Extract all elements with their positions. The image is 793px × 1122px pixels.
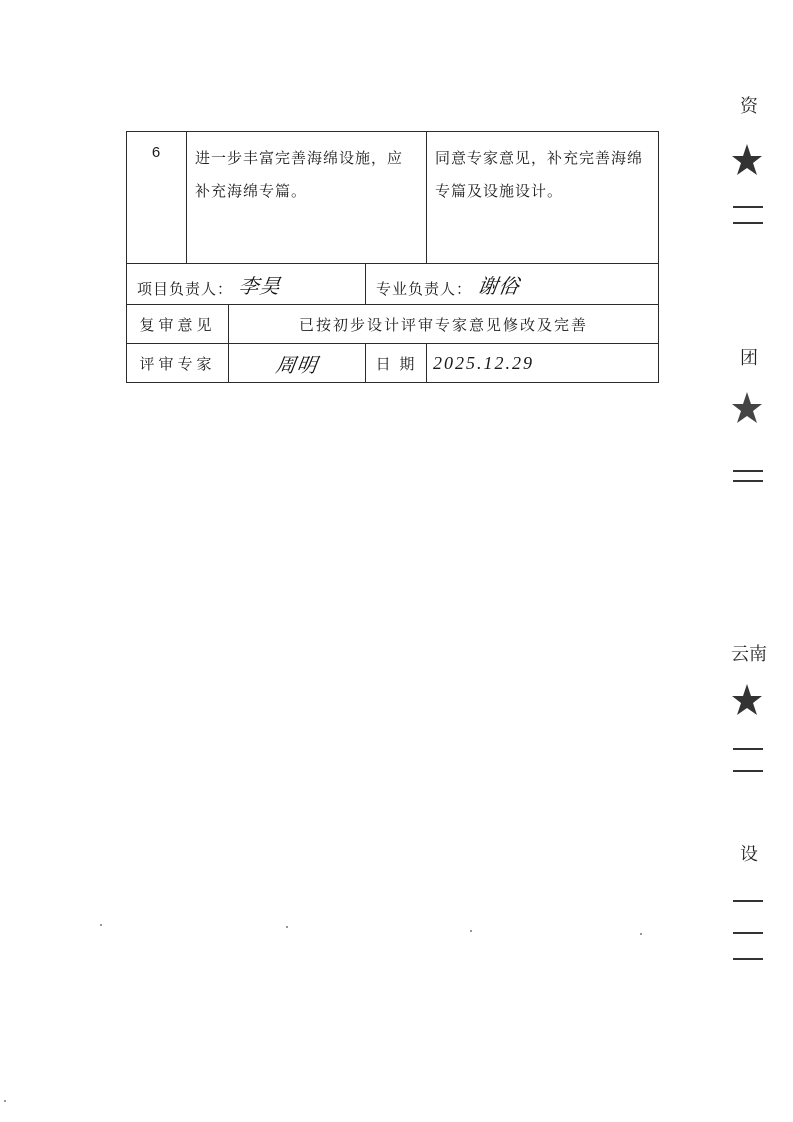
- revision-response-text: 同意专家意见，补充完善海绵专篇及设施设计。: [427, 132, 659, 264]
- edge-seal-fragment-mark: [733, 748, 763, 772]
- scan-speck: [100, 924, 102, 926]
- recheck-label: 复审意见: [127, 305, 229, 344]
- scan-speck: [286, 926, 288, 928]
- project-lead-signature: 李昊: [236, 273, 283, 298]
- scan-speck: [4, 1100, 6, 1102]
- edge-seal-fragment-mark: [733, 206, 763, 224]
- expert-signature: 周明: [274, 352, 320, 377]
- edge-seal-text-4: 设: [740, 844, 758, 865]
- table-row: [127, 344, 659, 383]
- edge-seal-text-2: 团: [740, 348, 758, 369]
- expert-signature-cell: [229, 344, 366, 383]
- table-row: [127, 132, 659, 264]
- edge-seal-fragment-mark: [733, 932, 763, 960]
- edge-seal-fragment-mark: [733, 470, 763, 482]
- seal-star-icon: [731, 142, 763, 178]
- project-lead-cell: [127, 264, 366, 305]
- scan-speck: [470, 930, 472, 932]
- scan-speck: [640, 933, 642, 935]
- review-date: 2025.12.29: [427, 344, 659, 383]
- review-opinion-table: [126, 131, 659, 383]
- edge-seal-text-3: 云南: [731, 644, 767, 665]
- seal-star-icon: [731, 390, 763, 426]
- table-row: [127, 305, 659, 344]
- discipline-lead-label: 专业负责人：: [376, 279, 473, 298]
- project-lead-label: 项目负责人：: [137, 279, 234, 298]
- discipline-lead-signature: 谢俗: [475, 273, 522, 298]
- table-row: [127, 264, 659, 305]
- edge-seal-text-1: 资: [740, 96, 758, 117]
- edge-seal-fragment-mark: [733, 900, 763, 912]
- discipline-lead-cell: [366, 264, 659, 305]
- seal-star-icon: [731, 682, 763, 718]
- expert-opinion-text: 进一步丰富完善海绵设施，应补充海绵专篇。: [187, 132, 427, 264]
- date-label: 日 期: [366, 344, 427, 383]
- recheck-opinion: 已按初步设计评审专家意见修改及完善: [229, 305, 659, 344]
- item-number: 6: [127, 132, 187, 264]
- expert-label: 评审专家: [127, 344, 229, 383]
